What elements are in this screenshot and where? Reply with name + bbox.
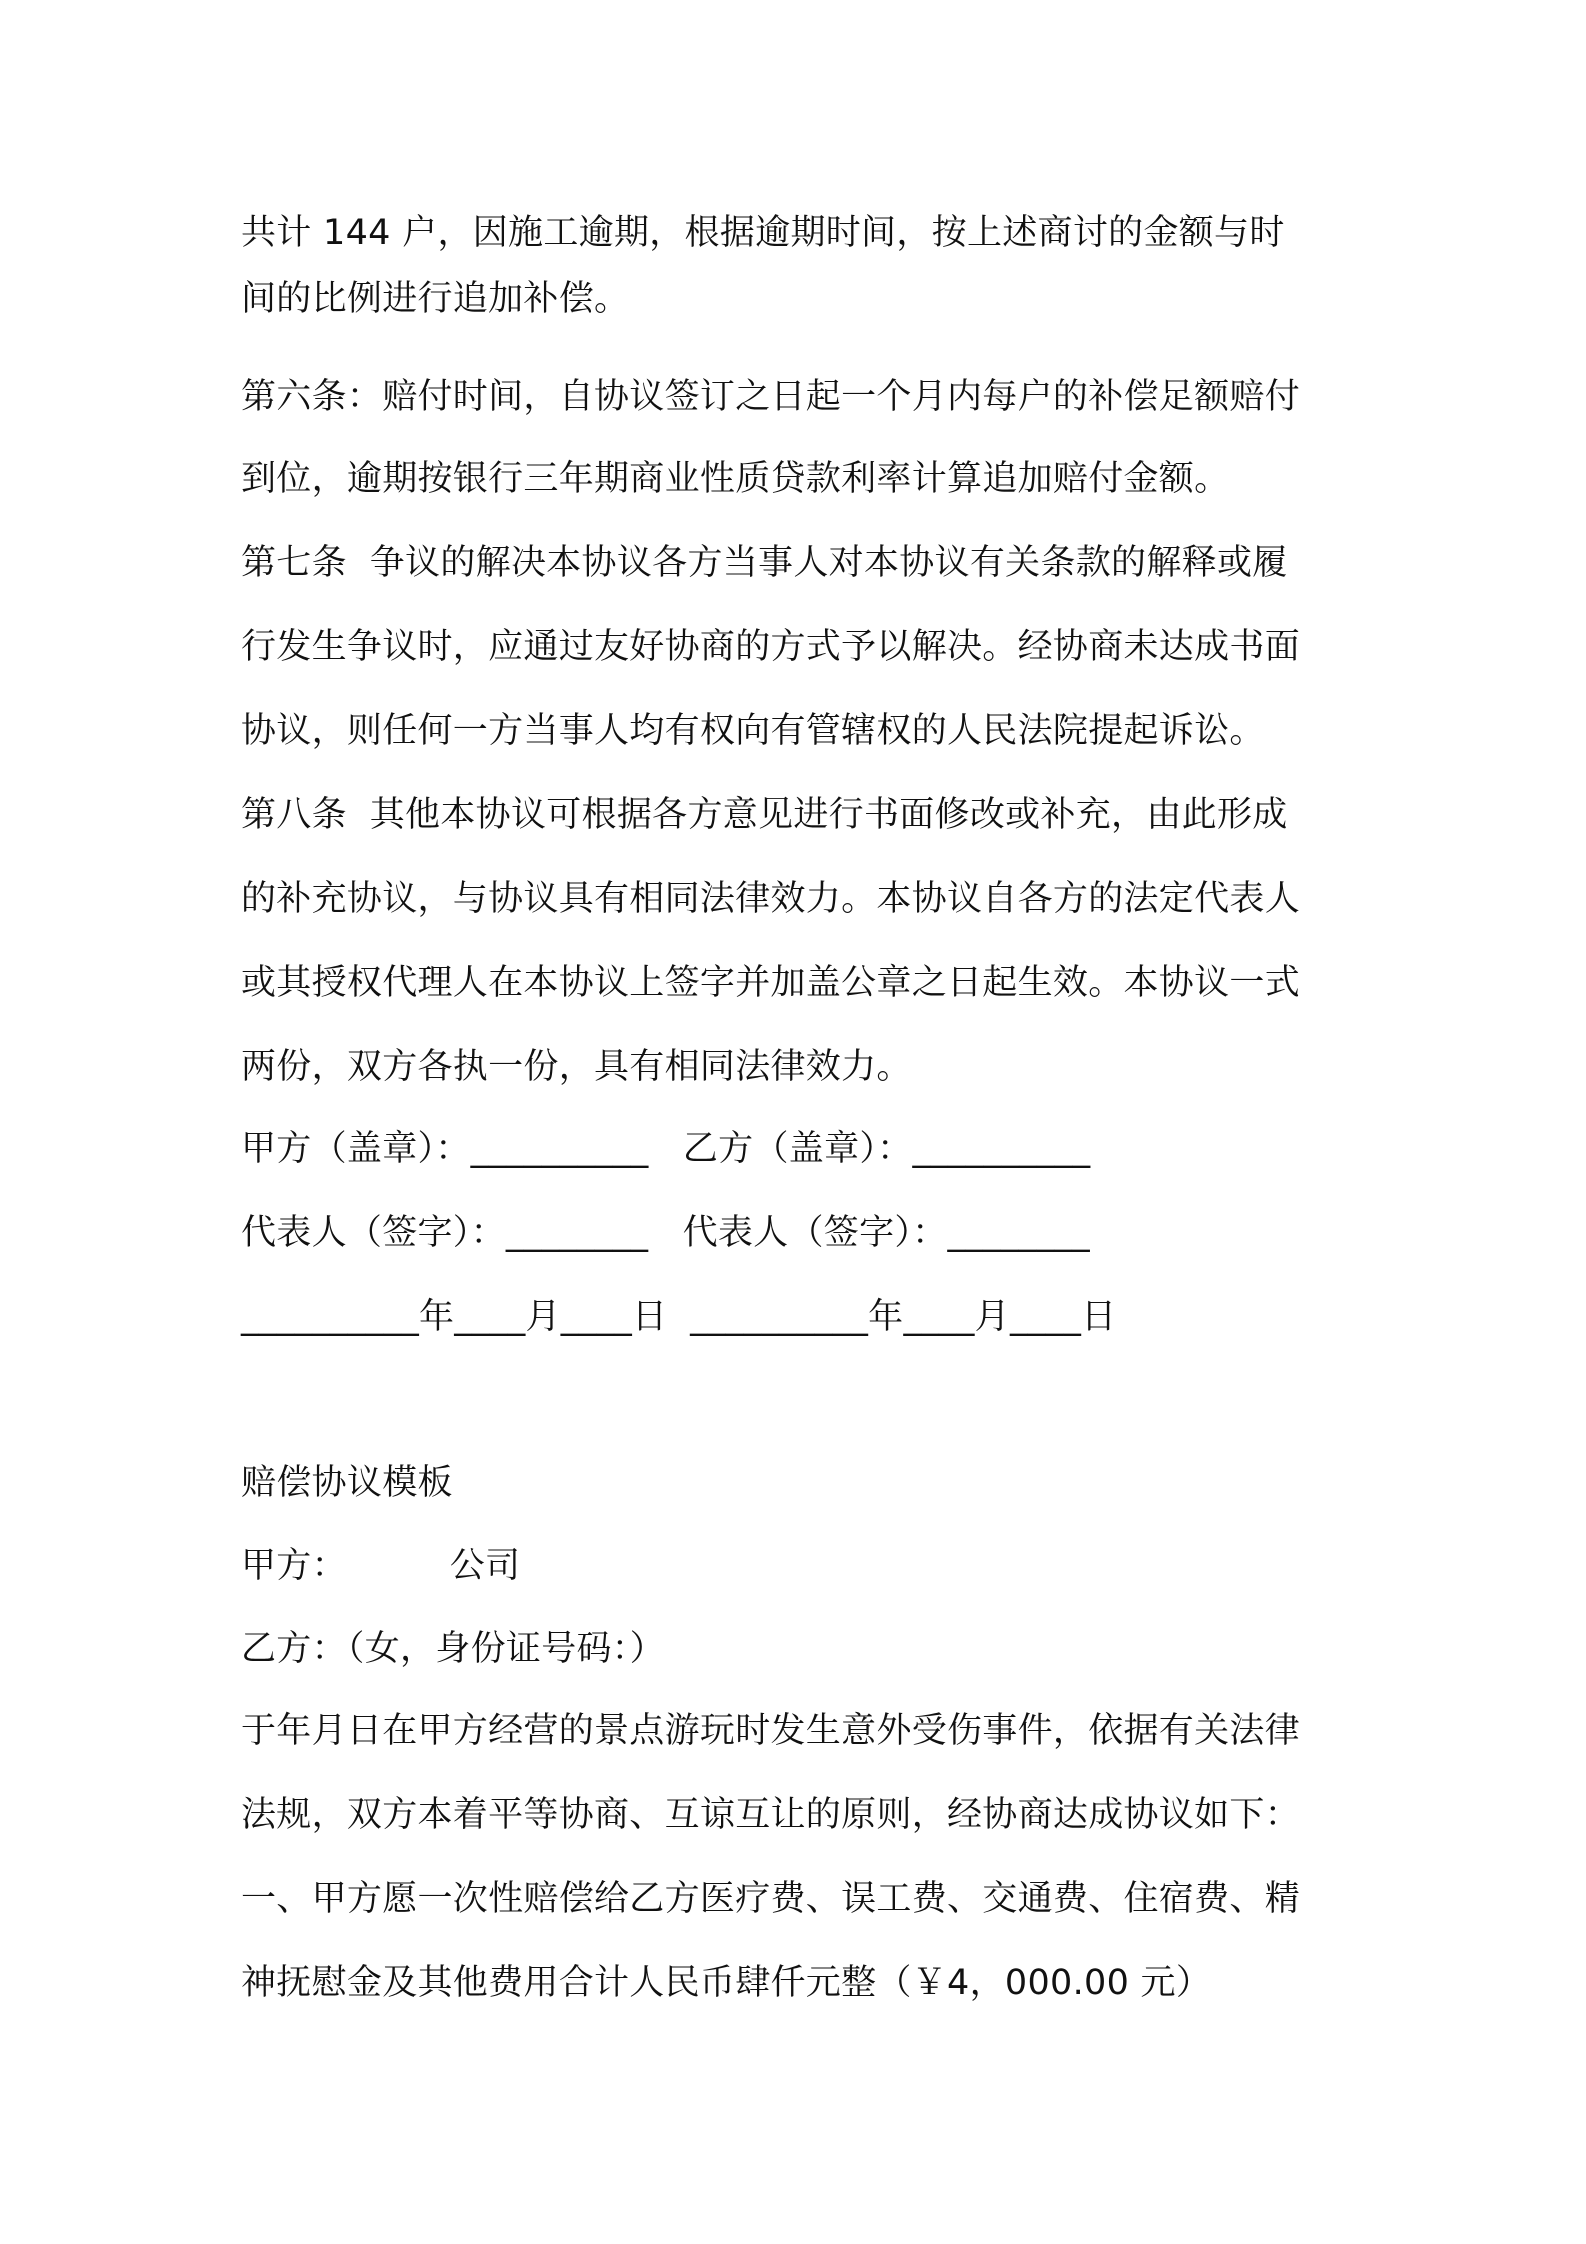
template-intro-line-1: 于年月日在甲方经营的景点游玩时发生意外受伤事件，依据有关法律 [241,1711,1301,1751]
article6-line-1: 第六条：赔付时间，自协议签订之日起一个月内每户的补偿足额赔付 [241,377,1301,417]
article7-line-1: 第七条 争议的解决本协议各方当事人对本协议有关条款的解释或履 [241,543,1288,583]
continuation-line-1: 共计 144 户，因施工逾期，根据逾期时间，按上述商讨的金额与时 [241,213,1285,253]
article8-line-4: 两份，双方各执一份，具有相同法律效力。 [241,1047,912,1087]
template-intro-line-2: 法规，双方本着平等协商、互谅互让的原则，经协商达成协议如下： [241,1795,1301,1835]
template-item1-line-2: 神抚慰金及其他费用合计人民币肆仟元整（￥4，000.00 元） [241,1963,1212,2003]
article8-line-1: 第八条 其他本协议可根据各方意见进行书面修改或补充，由此形成 [241,795,1288,835]
template-item1-line-1: 一、甲方愿一次性赔偿给乙方医疗费、误工费、交通费、住宿费、精 [241,1879,1301,1919]
article8-line-2: 的补充协议，与协议具有相同法律效力。本协议自各方的法定代表人 [241,879,1301,919]
article6-line-2: 到位，逾期按银行三年期商业性质贷款利率计算追加赔付金额。 [241,459,1230,499]
signature-representative-line: 代表人（签字）：________ 代表人（签字）：________ [241,1213,1090,1253]
template-party-b: 乙方：（女，身份证号码：） [241,1629,665,1669]
template-title: 赔偿协议模板 [241,1463,453,1503]
signature-seal-line: 甲方（盖章）：__________ 乙方（盖章）：__________ [241,1129,1091,1169]
article7-line-2: 行发生争议时，应通过友好协商的方式予以解决。经协商未达成书面 [241,627,1301,667]
article7-line-3: 协议，则任何一方当事人均有权向有管辖权的人民法院提起诉讼。 [241,711,1265,751]
signature-date-line: __________年____月____日 __________年____月____日 [241,1297,1117,1337]
article8-line-3: 或其授权代理人在本协议上签字并加盖公章之日起生效。本协议一式 [241,963,1301,1003]
template-party-a: 甲方： 公司 [241,1546,521,1586]
continuation-line-2: 间的比例进行追加补偿。 [241,279,630,319]
